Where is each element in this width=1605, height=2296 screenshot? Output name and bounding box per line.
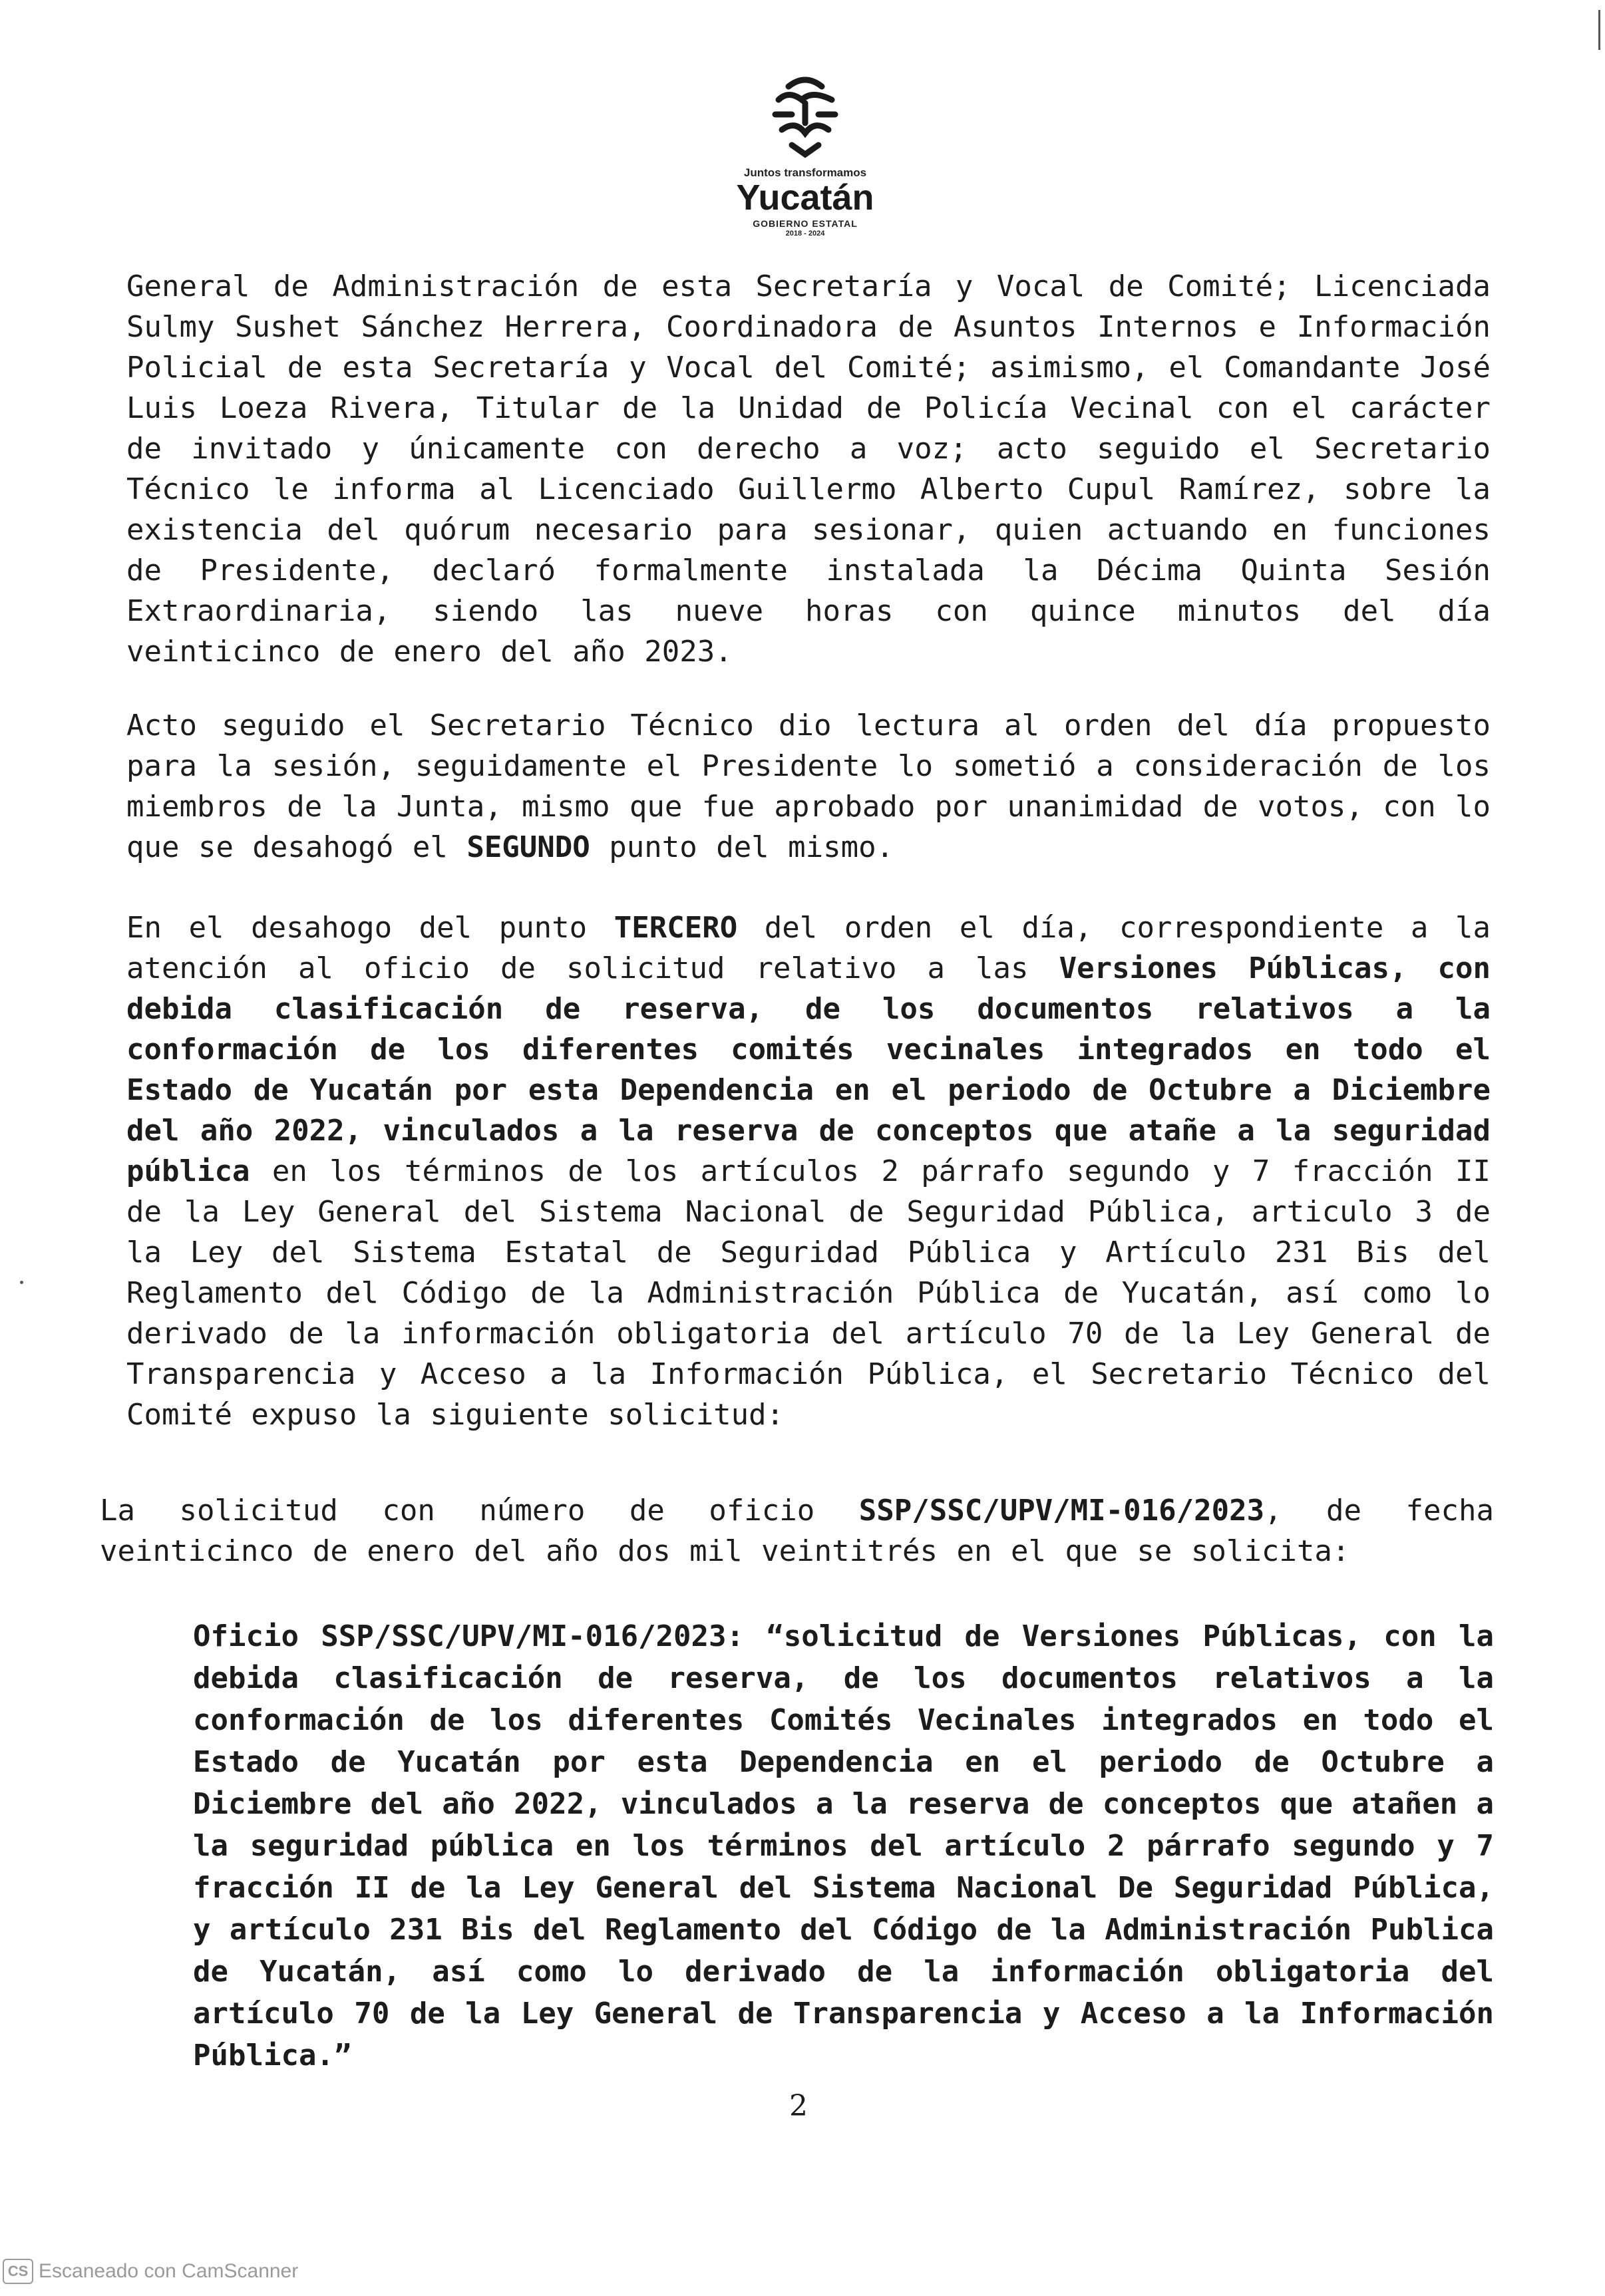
scan-edge-mark [1598, 10, 1600, 50]
logo-years: 2018 - 2024 [785, 230, 825, 238]
paragraph-request [100, 1490, 1494, 1571]
scan-dot-mark [20, 1281, 23, 1284]
yucatan-emblem-icon [765, 73, 845, 160]
paragraph-third-bold-b: TERCERO [614, 911, 738, 945]
paragraph-agenda-bold: SEGUNDO [466, 830, 590, 864]
logo-tagline: Juntos transformamos [743, 166, 867, 179]
paragraph-third-text-a: En el desahogo del punto [126, 911, 614, 945]
camscanner-icon: CS [3, 2259, 33, 2284]
paragraph-agenda [126, 705, 1491, 868]
paragraph-third-text-e: en los términos de los artículos 2 párrafo segundo y 7 fracción II de la Ley General del Sistema Nacional de Seguridad Pública, articulo 3 de la Ley del Sistema Estatal de Seguridad Pública y Artículo 231 Bis del Reglamento del Código de la Administración Pública de Yucatán, así como lo derivado de la información obligatoria del artículo 70 de la Ley General de Transparencia y Acceso a la Información Pública, el Secretario Técnico del Comité expuso la siguiente solicitud: [126, 1154, 1491, 1432]
paragraph-request-text-c: , de fecha veinticinco de enero del año dos mil veintitrés en el que se solicita: [100, 1494, 1494, 1568]
paragraph-request-oficio: SSP/SSC/UPV/MI-016/2023 [858, 1494, 1265, 1528]
paragraph-agenda-text-a: Acto seguido el Secretario Técnico dio lectura al orden del día propuesto para la sesión, seguidamente el Presidente lo sometió a consideración de los miembros de la Junta, mismo que fue aprobado por unanimidad de votos, con lo que se desahogó el [126, 709, 1491, 864]
paragraph-attendees: General de Administración de esta Secretaría y Vocal de Comité; Licenciada Sulmy Sushet Sánchez Herrera, Coordinadora de Asuntos Internos e Información Policial de esta Secretaría y Vocal del Comité; asimismo, el Comandante José Luis Loeza Rivera, Titular de la Unidad de Policía Vecinal con el carácter de invitado y únicamente con derecho a voz; acto seguido el Secretario Técnico le informa al Licenciado Guillermo Alberto Cupul Ramírez, sobre la existencia del quórum necesario para sesionar, quien actuando en funciones de Presidente, declaró formalmente instalada la Décima Quinta Sesión Extraordinaria, siendo las nueve horas con quince minutos del día veinticinco de enero del año 2023. [126, 269, 1491, 669]
paragraph-third-point [126, 907, 1491, 1435]
scanner-label: Escaneado con CamScanner [39, 2260, 299, 2282]
scanner-watermark [3, 2259, 298, 2284]
yucatan-logo [719, 73, 892, 253]
page-number: 2 [789, 2089, 808, 2123]
paragraph-agenda-text-c: punto del mismo. [590, 830, 894, 864]
paragraph-request-text-a: La solicitud con número de oficio [100, 1494, 859, 1528]
paragraph-third-text-c: del orden el día, correspondiente a la atención al oficio de solicitud relativo a las [126, 911, 1491, 985]
logo-government: GOBIERNO ESTATAL [753, 218, 858, 229]
logo-name: Yucatán [736, 178, 874, 218]
quoted-oficio: Oficio SSP/SSC/UPV/MI-016/2023: “solicitud de Versiones Públicas, con la debida clasificación de reserva, de los documentos relativos a la conformación de los diferentes Comités Vecinales integrados en todo el Estado de Yucatán por esta Dependencia en el periodo de Octubre a Diciembre del año 2022, vinculados a la reserva de conceptos que atañen a la seguridad pública en los términos del artículo 2 párrafo segundo y 7 fracción II de la Ley General del Sistema Nacional De Seguridad Pública, y artículo 231 Bis del Reglamento del Código de la Administración Publica de Yucatán, así como lo derivado de la información obligatoria del artículo 70 de la Ley General de Transparencia y Acceso a la Información Pública.” [193, 1619, 1494, 2072]
paragraph-third-bold-d: Versiones Públicas, con debida clasificación de reserva, de los documentos relativos a la conformación de los diferentes comités vecinales integrados en todo el Estado de Yucatán por esta Dependencia en el periodo de Octubre a Diciembre del año 2022, vinculados a la reserva de conceptos que atañe a la seguridad pública [126, 951, 1491, 1188]
